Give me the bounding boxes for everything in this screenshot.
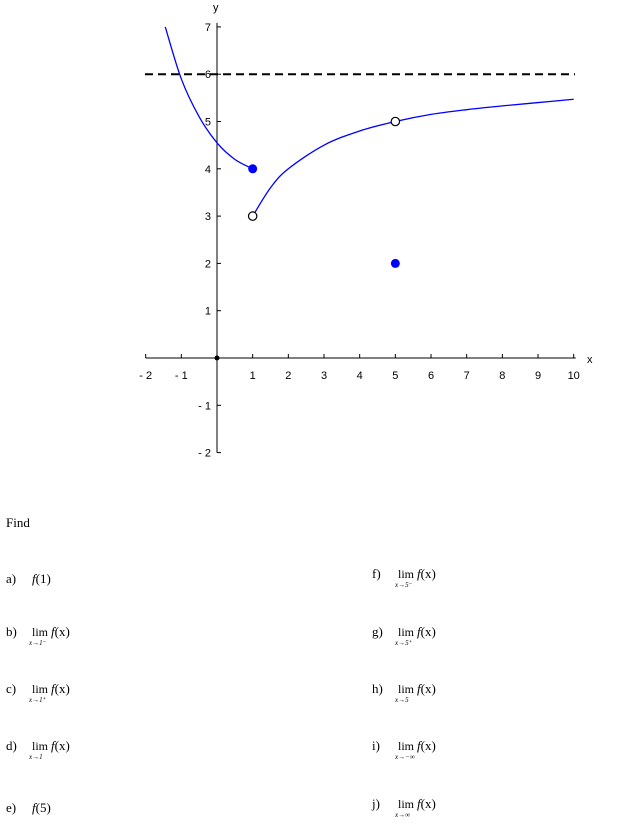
y-tick-label: 1 bbox=[204, 305, 211, 318]
question-c bbox=[6, 681, 70, 704]
lim-word: lim bbox=[398, 797, 415, 811]
function-name: f bbox=[32, 800, 36, 815]
question-h bbox=[372, 681, 436, 704]
find-heading: Find bbox=[6, 515, 30, 530]
x-tick-label: 6 bbox=[427, 370, 435, 382]
function-argument: (x) bbox=[54, 624, 70, 639]
question-d bbox=[6, 738, 70, 761]
limit-subscript: x→1⁺ bbox=[29, 696, 47, 704]
lim-word: lim bbox=[398, 682, 415, 696]
question-g bbox=[372, 624, 436, 647]
curves-group bbox=[165, 27, 573, 216]
y-tick-label: - 2 bbox=[198, 447, 211, 460]
limit-subscript: x→1 bbox=[29, 753, 43, 761]
function-name: f bbox=[51, 624, 55, 639]
x-tick-label: - 1 bbox=[174, 370, 188, 382]
limit-operator bbox=[395, 681, 415, 704]
function-argument: (x) bbox=[420, 796, 436, 811]
limit-subscript: x→−∞ bbox=[395, 753, 415, 761]
question-e bbox=[6, 800, 51, 816]
function-name: f bbox=[417, 624, 421, 639]
limit-operator bbox=[395, 738, 415, 761]
question-i bbox=[372, 738, 436, 761]
x-tick-label: 3 bbox=[320, 370, 328, 382]
y-tick-label: - 1 bbox=[198, 400, 211, 413]
lim-word: lim bbox=[32, 625, 49, 639]
x-tick-label: 2 bbox=[285, 370, 292, 382]
function-argument: (x) bbox=[420, 738, 436, 753]
function-argument: (x) bbox=[54, 738, 70, 753]
limit-operator bbox=[29, 738, 49, 761]
limit-operator bbox=[29, 681, 49, 704]
closed-point bbox=[248, 164, 257, 173]
question-f bbox=[372, 566, 436, 589]
limit-subscript: x→5⁺ bbox=[395, 639, 413, 647]
question-b bbox=[6, 624, 70, 647]
lim-word: lim bbox=[32, 739, 49, 753]
function-name: f bbox=[417, 681, 421, 696]
function-argument: (x) bbox=[54, 681, 70, 696]
question-a bbox=[6, 571, 51, 587]
lim-word: lim bbox=[398, 567, 415, 581]
lim-word: lim bbox=[398, 739, 415, 753]
x-tick-label: 9 bbox=[534, 370, 542, 382]
limit-operator bbox=[29, 624, 49, 647]
curve-2 bbox=[253, 99, 574, 216]
function-name: f bbox=[417, 738, 421, 753]
lim-word: lim bbox=[398, 625, 415, 639]
open-point bbox=[391, 117, 399, 125]
function-argument: (x) bbox=[420, 681, 436, 696]
x-tick-label: 4 bbox=[356, 370, 363, 382]
question-label: a) bbox=[6, 571, 17, 586]
limit-operator bbox=[395, 566, 415, 589]
axes bbox=[146, 2, 593, 453]
function-argument: (5) bbox=[35, 800, 51, 815]
question-label: b) bbox=[6, 624, 17, 639]
question-label: d) bbox=[6, 738, 17, 753]
lim-word: lim bbox=[32, 682, 49, 696]
y-axis-label: y bbox=[213, 2, 219, 14]
x-tick-label: 5 bbox=[392, 370, 399, 382]
function-name: f bbox=[417, 566, 421, 581]
y-tick-label: 6 bbox=[204, 69, 211, 82]
function-argument: (x) bbox=[420, 566, 436, 581]
origin-dot bbox=[215, 356, 220, 361]
question-label: g) bbox=[372, 624, 383, 639]
y-tick-label: 7 bbox=[204, 21, 211, 34]
tick-marks bbox=[139, 22, 580, 460]
function-name: f bbox=[32, 571, 36, 586]
y-tick-label: 4 bbox=[204, 163, 211, 176]
y-tick-label: 5 bbox=[204, 116, 211, 129]
limit-subscript: x→1⁻ bbox=[29, 639, 47, 647]
limit-subscript: x→5 bbox=[395, 696, 409, 704]
limit-operator bbox=[395, 624, 415, 647]
x-tick-label: 10 bbox=[567, 370, 580, 382]
question-label: c) bbox=[6, 681, 17, 696]
y-tick-label: 2 bbox=[204, 258, 211, 271]
x-axis-label: x bbox=[587, 354, 593, 366]
open-point bbox=[248, 212, 256, 220]
question-j bbox=[372, 796, 436, 819]
question-label: e) bbox=[6, 800, 17, 815]
function-name: f bbox=[417, 796, 421, 811]
x-tick-label: - 2 bbox=[139, 370, 153, 382]
function-name: f bbox=[51, 681, 55, 696]
x-tick-label: 7 bbox=[463, 370, 470, 382]
x-tick-label: 1 bbox=[249, 370, 256, 382]
function-argument: (1) bbox=[35, 571, 51, 586]
function-name: f bbox=[51, 738, 55, 753]
function-argument: (x) bbox=[420, 624, 436, 639]
question-label: i) bbox=[372, 738, 380, 753]
limit-operator bbox=[395, 796, 415, 819]
question-label: j) bbox=[372, 796, 380, 811]
points-group bbox=[215, 117, 400, 360]
limit-subscript: x→5⁻ bbox=[395, 581, 413, 589]
x-tick-label: 8 bbox=[499, 370, 506, 382]
question-label: h) bbox=[372, 681, 383, 696]
curve-1 bbox=[165, 27, 252, 169]
closed-point bbox=[391, 259, 400, 268]
question-label: f) bbox=[372, 566, 381, 581]
limit-subscript: x→∞ bbox=[395, 811, 411, 819]
y-tick-label: 3 bbox=[204, 211, 211, 224]
